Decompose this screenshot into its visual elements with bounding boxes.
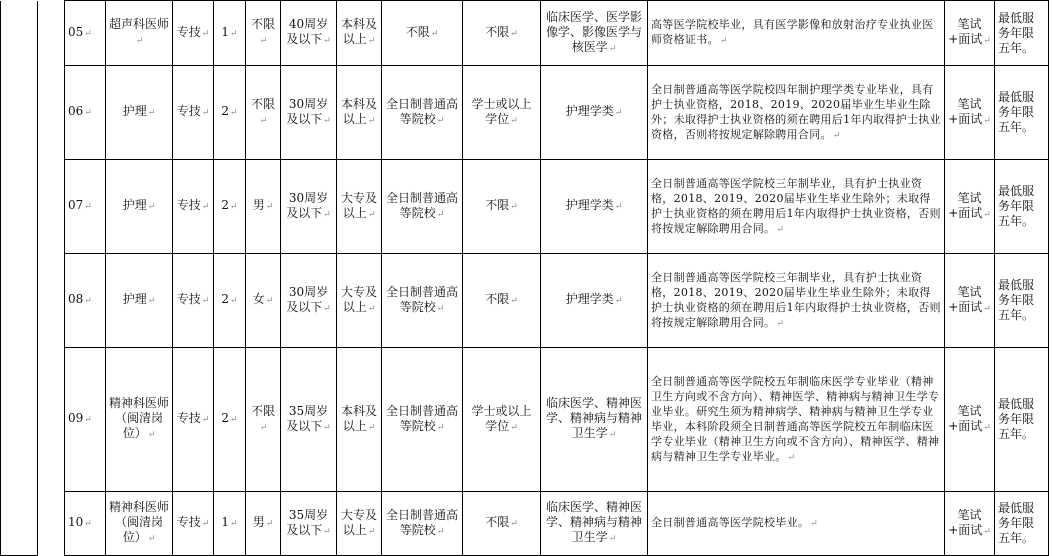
blank-margin-cell	[1, 66, 38, 160]
gender-text: 不限	[250, 17, 275, 31]
paragraph-mark-icon: ↵	[230, 296, 238, 306]
paragraph-mark-icon: ↵	[367, 209, 376, 220]
cell-code	[65, 160, 106, 254]
service-text: 最低服务年限五年。	[998, 90, 1035, 134]
study-form-text: 不限	[405, 24, 430, 39]
type-text: 专技	[176, 515, 201, 529]
cell-degree	[463, 160, 541, 254]
major-text: 临床医学、精神医学、精神病与精神卫生学	[545, 396, 642, 440]
type-text: 专技	[176, 198, 201, 212]
cell-service	[995, 66, 1049, 160]
paragraph-mark-icon: ↵	[147, 534, 156, 544]
cell-major	[541, 348, 648, 492]
type-text: 专技	[176, 104, 201, 118]
count-text: 2	[221, 411, 230, 425]
paragraph-mark-icon: ↵	[84, 519, 92, 529]
paragraph-mark-icon: ↵	[614, 108, 623, 118]
gender-text: 不限	[250, 403, 275, 418]
degree-text: 不限	[485, 24, 510, 39]
cell-major	[541, 492, 648, 556]
education-text: 本科及以上	[340, 96, 377, 126]
cell-study-form	[382, 348, 463, 492]
blank-margin-cell	[1, 348, 38, 492]
blank-margin-cell	[1, 160, 38, 254]
paragraph-mark-icon: ↵	[608, 43, 617, 54]
paragraph-mark-icon: ↵	[367, 115, 376, 126]
cell-requirements	[648, 254, 945, 348]
education-text: 大专及以上	[340, 284, 377, 314]
blank-index-cell	[38, 160, 65, 254]
paragraph-mark-icon: ↵	[510, 296, 518, 306]
code-text: 05	[68, 24, 84, 39]
position-text: 护理	[122, 104, 147, 118]
cell-gender	[246, 160, 281, 254]
type-text: 专技	[176, 411, 201, 425]
cell-study-form	[382, 66, 463, 160]
cell-degree	[463, 1, 541, 66]
paragraph-mark-icon: ↵	[510, 115, 518, 126]
study-form-text: 全日制普通高等院校	[385, 190, 458, 220]
cell-exam	[945, 66, 995, 160]
degree-text: 不限	[485, 198, 510, 212]
service-text: 最低服务年限五年。	[998, 397, 1035, 441]
code-text: 08	[68, 292, 84, 306]
age-text: 35周岁及以下	[286, 403, 329, 433]
cell-major	[541, 160, 648, 254]
paragraph-mark-icon: ↵	[84, 108, 92, 118]
paragraph-mark-icon: ↵	[84, 202, 92, 212]
paragraph-mark-icon: ↵	[983, 303, 991, 314]
exam-text: 笔试+面试	[948, 403, 983, 433]
cell-degree	[463, 66, 541, 160]
count-text: 2	[221, 104, 230, 118]
table-row	[1, 66, 1049, 160]
table-row	[1, 254, 1049, 348]
paragraph-mark-icon: ↵	[323, 36, 331, 46]
cell-requirements	[648, 1, 945, 66]
blank-index-cell	[38, 348, 65, 492]
paragraph-mark-icon: ↵	[436, 303, 445, 314]
cell-degree	[463, 254, 541, 348]
study-form-text: 全日制普通高等院校	[385, 284, 458, 314]
cell-position	[106, 66, 173, 160]
requirements-text: 全日制普通高等医学院校毕业。	[651, 516, 810, 529]
cell-major	[541, 66, 648, 160]
cell-requirements	[648, 492, 945, 556]
cell-type	[173, 492, 214, 556]
age-text: 35周岁及以下	[286, 507, 329, 537]
paragraph-mark-icon: ↵	[323, 526, 331, 537]
cell-education	[337, 348, 382, 492]
cell-service	[995, 1, 1049, 66]
service-text: 最低服务年限五年。	[998, 10, 1035, 55]
cell-age	[281, 160, 337, 254]
service-text: 最低服务年限五年。	[998, 184, 1035, 228]
degree-text: 学士或以上学位	[471, 96, 532, 126]
age-text: 30周岁及以下	[286, 190, 329, 220]
paragraph-mark-icon: ↵	[265, 202, 274, 212]
exam-text: 笔试+面试	[948, 96, 983, 126]
paragraph-mark-icon: ↵	[323, 303, 331, 314]
position-text: 精神科医师（闽清岗位）	[109, 500, 170, 544]
paragraph-mark-icon: ↵	[367, 422, 376, 433]
cell-type	[173, 1, 214, 66]
paragraph-mark-icon: ↵	[259, 422, 268, 433]
paragraph-mark-icon: ↵	[323, 115, 331, 126]
position-text: 超声科医师	[109, 17, 170, 31]
exam-text: 笔试+面试	[948, 284, 983, 314]
table-row	[1, 348, 1049, 492]
paragraph-mark-icon: ↵	[135, 36, 144, 46]
paragraph-mark-icon: ↵	[719, 36, 728, 46]
paragraph-mark-icon: ↵	[436, 422, 445, 433]
code-text: 10	[68, 515, 84, 529]
paragraph-mark-icon: ↵	[983, 115, 991, 126]
cell-education	[337, 492, 382, 556]
paragraph-mark-icon: ↵	[367, 526, 376, 537]
paragraph-mark-icon: ↵	[201, 28, 210, 39]
paragraph-mark-icon: ↵	[147, 202, 156, 212]
cell-code	[65, 492, 106, 556]
cell-study-form	[382, 254, 463, 348]
cell-degree	[463, 492, 541, 556]
cell-exam	[945, 1, 995, 66]
cell-type	[173, 160, 214, 254]
degree-text: 不限	[485, 515, 510, 529]
exam-text: 笔试+面试	[948, 190, 983, 220]
paragraph-mark-icon: ↵	[608, 430, 617, 440]
major-text: 护理学类	[565, 292, 614, 306]
paragraph-mark-icon: ↵	[810, 519, 819, 529]
paragraph-mark-icon: ↵	[367, 303, 376, 314]
paragraph-mark-icon: ↵	[201, 415, 210, 425]
education-text: 大专及以上	[340, 190, 377, 220]
cell-position	[106, 492, 173, 556]
education-text: 本科及以上	[340, 17, 377, 46]
paragraph-mark-icon: ↵	[983, 36, 991, 46]
cell-exam	[945, 492, 995, 556]
cell-exam	[945, 160, 995, 254]
blank-index-cell	[38, 492, 65, 556]
cell-code	[65, 348, 106, 492]
paragraph-mark-icon: ↵	[147, 296, 156, 306]
age-text: 30周岁及以下	[286, 96, 329, 126]
paragraph-mark-icon: ↵	[510, 202, 518, 212]
major-text: 护理学类	[565, 104, 614, 118]
cell-code	[65, 1, 106, 66]
paragraph-mark-icon: ↵	[84, 296, 92, 306]
cell-requirements	[648, 160, 945, 254]
table-row	[1, 492, 1049, 556]
cell-count	[214, 254, 246, 348]
cell-count	[214, 66, 246, 160]
paragraph-mark-icon: ↵	[436, 209, 445, 220]
cell-code	[65, 66, 106, 160]
count-text: 2	[221, 198, 230, 212]
paragraph-mark-icon: ↵	[84, 28, 92, 39]
paragraph-mark-icon: ↵	[614, 296, 623, 306]
cell-position	[106, 160, 173, 254]
blank-margin-cell	[1, 1, 38, 66]
cell-age	[281, 66, 337, 160]
code-text: 06	[68, 104, 84, 118]
cell-count	[214, 348, 246, 492]
paragraph-mark-icon: ↵	[84, 415, 92, 425]
cell-gender	[246, 66, 281, 160]
age-text: 40周岁及以下	[286, 17, 329, 46]
requirements-text: 高等医学院校毕业，具有医学影像和放射治疗专业执业医师资格证书。	[651, 18, 934, 46]
education-text: 大专及以上	[340, 507, 377, 537]
paragraph-mark-icon: ↵	[201, 202, 210, 212]
paragraph-mark-icon: ↵	[776, 224, 785, 235]
cell-position	[106, 254, 173, 348]
cell-education	[337, 1, 382, 66]
table-body	[1, 1, 1049, 556]
paragraph-mark-icon: ↵	[201, 296, 210, 306]
cell-age	[281, 254, 337, 348]
cell-exam	[945, 254, 995, 348]
cell-requirements	[648, 66, 945, 160]
cell-count	[214, 160, 246, 254]
service-text: 最低服务年限五年。	[998, 501, 1035, 545]
paragraph-mark-icon: ↵	[430, 28, 439, 39]
paragraph-mark-icon: ↵	[201, 108, 210, 118]
degree-text: 不限	[485, 292, 510, 306]
paragraph-mark-icon: ↵	[983, 526, 991, 537]
position-text: 护理	[122, 292, 147, 306]
gender-text: 男	[252, 515, 265, 529]
cell-code	[65, 254, 106, 348]
blank-index-cell	[38, 1, 65, 66]
cell-count	[214, 492, 246, 556]
cell-service	[995, 160, 1049, 254]
paragraph-mark-icon: ↵	[230, 519, 238, 529]
cell-education	[337, 160, 382, 254]
paragraph-mark-icon: ↵	[230, 108, 238, 118]
paragraph-mark-icon: ↵	[510, 519, 518, 529]
cell-type	[173, 66, 214, 160]
cell-gender	[246, 348, 281, 492]
paragraph-mark-icon: ↵	[265, 296, 274, 306]
cell-study-form	[382, 492, 463, 556]
age-text: 30周岁及以下	[286, 284, 329, 314]
education-text: 本科及以上	[340, 403, 377, 433]
paragraph-mark-icon: ↵	[787, 452, 796, 463]
cell-age	[281, 492, 337, 556]
paragraph-mark-icon: ↵	[614, 202, 623, 212]
position-text: 护理	[122, 198, 147, 212]
cell-service	[995, 348, 1049, 492]
cell-type	[173, 254, 214, 348]
gender-text: 女	[252, 292, 265, 306]
paragraph-mark-icon: ↵	[323, 209, 331, 220]
requirements-text: 全日制普通高等医学院校三年制毕业，具有护士执业资格，2018、2019、2020届毕业生毕业生除外；未取得护士执业资格的须在聘用后1年内取得护士执业资格，否则将按规定解除聘用合同。	[651, 176, 941, 235]
cell-service	[995, 254, 1049, 348]
paragraph-mark-icon: ↵	[367, 36, 376, 46]
paragraph-mark-icon: ↵	[608, 534, 617, 544]
requirements-text: 全日制普通高等医学院校五年制临床医学专业毕业（精神卫生方向或不含方向）、精神医学、精神病与精神卫生学专业毕业。研究生须为精神病学、精神病与精神卫生学专业毕业，本科阶段须全日制普通高等医学院校五年制临床医学专业毕业（精神卫生方向或不含方向）、精神医学、精神病与精神卫生学专业毕业。	[651, 374, 940, 463]
blank-index-cell	[38, 66, 65, 160]
degree-text: 学士或以上学位	[471, 403, 532, 433]
cell-education	[337, 66, 382, 160]
paragraph-mark-icon: ↵	[147, 108, 156, 118]
table-row	[1, 1, 1049, 66]
gender-text: 男	[252, 198, 265, 212]
cell-study-form	[382, 160, 463, 254]
paragraph-mark-icon: ↵	[436, 526, 445, 537]
cell-exam	[945, 348, 995, 492]
cell-position	[106, 348, 173, 492]
major-text: 临床医学、医学影像学、影像医学与核医学	[545, 9, 642, 54]
paragraph-mark-icon: ↵	[832, 130, 841, 141]
cell-gender	[246, 1, 281, 66]
cell-requirements	[648, 348, 945, 492]
cell-age	[281, 348, 337, 492]
gender-text: 不限	[250, 96, 275, 111]
major-text: 临床医学、精神医学、精神病与精神卫生学	[545, 500, 642, 544]
paragraph-mark-icon: ↵	[436, 115, 445, 126]
cell-position	[106, 1, 173, 66]
cell-service	[995, 492, 1049, 556]
paragraph-mark-icon: ↵	[983, 209, 991, 220]
cell-degree	[463, 348, 541, 492]
type-text: 专技	[176, 292, 201, 306]
paragraph-mark-icon: ↵	[230, 415, 238, 425]
cell-gender	[246, 254, 281, 348]
cell-age	[281, 1, 337, 66]
blank-margin-cell	[1, 492, 38, 556]
cell-type	[173, 348, 214, 492]
blank-index-cell	[38, 254, 65, 348]
paragraph-mark-icon: ↵	[230, 28, 238, 39]
requirements-text: 全日制普通高等医学院校三年制毕业，具有护士执业资格，2018、2019、2020届毕业生毕业生除外；未取得护士执业资格的须在聘用后1年内取得护士执业资格，否则将按规定解除聘用合同。	[651, 270, 941, 329]
exam-text: 笔试+面试	[948, 17, 983, 46]
study-form-text: 全日制普通高等院校	[385, 403, 458, 433]
paragraph-mark-icon: ↵	[265, 519, 274, 529]
count-text: 2	[221, 292, 230, 306]
cell-count	[214, 1, 246, 66]
service-text: 最低服务年限五年。	[998, 278, 1035, 322]
major-text: 护理学类	[565, 198, 614, 212]
paragraph-mark-icon: ↵	[259, 115, 268, 126]
table-row	[1, 160, 1049, 254]
blank-margin-cell	[1, 254, 38, 348]
paragraph-mark-icon: ↵	[776, 318, 785, 329]
count-text: 1	[221, 515, 230, 529]
cell-major	[541, 254, 648, 348]
paragraph-mark-icon: ↵	[259, 36, 268, 46]
paragraph-mark-icon: ↵	[983, 422, 991, 433]
exam-text: 笔试+面试	[948, 507, 983, 537]
paragraph-mark-icon: ↵	[323, 422, 331, 433]
code-text: 09	[68, 411, 84, 425]
paragraph-mark-icon: ↵	[510, 28, 518, 39]
position-text: 精神科医师（闽清岗位）	[109, 396, 170, 440]
study-form-text: 全日制普通高等院校	[385, 96, 458, 126]
type-text: 专技	[176, 24, 201, 39]
paragraph-mark-icon: ↵	[147, 430, 156, 440]
code-text: 07	[68, 198, 84, 212]
study-form-text: 全日制普通高等院校	[385, 507, 458, 537]
paragraph-mark-icon: ↵	[201, 519, 210, 529]
cell-gender	[246, 492, 281, 556]
count-text: 1	[221, 24, 230, 39]
cell-major	[541, 1, 648, 66]
requirements-text: 全日制普通高等医学院校四年制护理学类专业毕业，具有护士执业资格，2018、2019、2020届毕业生毕业生除外；未取得护士执业资格的须在聘用后1年内取得护士执业资格，否则将按规定解除聘用合同。	[651, 82, 941, 141]
cell-study-form	[382, 1, 463, 66]
cell-education	[337, 254, 382, 348]
paragraph-mark-icon: ↵	[510, 422, 518, 433]
paragraph-mark-icon: ↵	[230, 202, 238, 212]
